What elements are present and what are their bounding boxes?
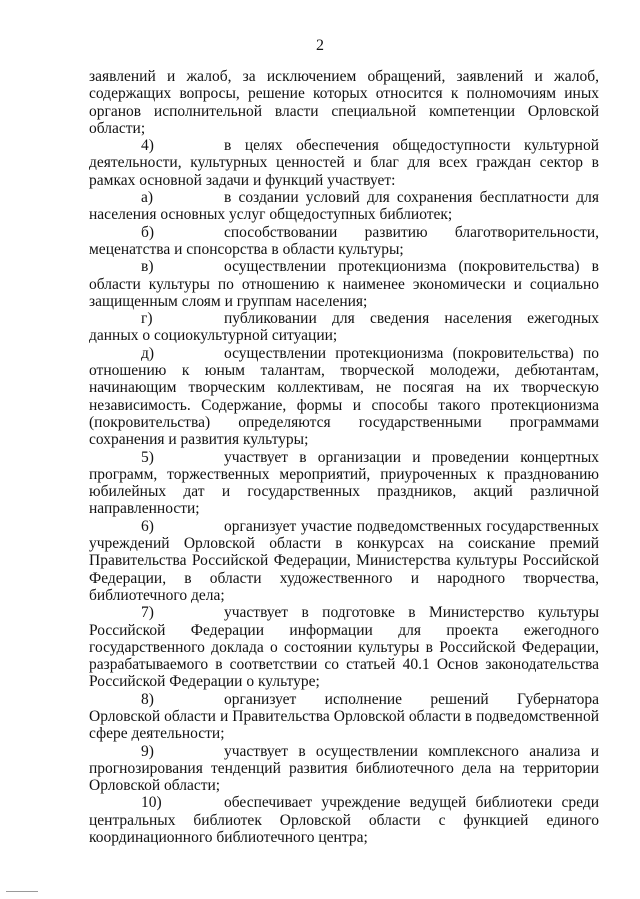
sub-item-text: осуществлении протекционизма (покровительства) в области культуры по отношению к наименее экономически и социально защищенным слоям и группам населения; xyxy=(89,258,599,310)
sub-item-text: в создании условий для сохранения бесплатности для населения основных услуг общедоступных библиотек; xyxy=(89,189,599,224)
list-item xyxy=(89,449,599,518)
sub-item-marker: д) xyxy=(141,344,155,362)
list-item-marker: 8) xyxy=(141,690,154,708)
list-item-text: участвует в организации и проведении концертных программ, торжественных мероприятий, приуроченных к празднованию юбилейных дат и государственных праздников, акций различной направленности; xyxy=(89,448,599,518)
list-item-marker: 10) xyxy=(141,794,162,812)
list-item-marker: 6) xyxy=(141,517,154,535)
sub-item-text: публиковании для сведения населения ежегодных данных о социокультурной ситуации; xyxy=(89,310,599,345)
page-number: 2 xyxy=(316,37,324,54)
list-item-text: организует исполнение решений Губернатора Орловской области и Правительства Орловской области в подведомственной сфере деятельности; xyxy=(89,690,599,743)
sub-item xyxy=(89,189,599,224)
list-item-text: организует участие подведомственных государственных учреждений Орловской области в конкурсах на соискание премий Правительства Российской Федерации, Министерства культуры Российской Федерации, в области художественного и народного творчества, библиотечного дела; xyxy=(89,517,599,604)
sub-item xyxy=(89,224,599,259)
list-item xyxy=(89,137,599,189)
list-item-text: участвует в осуществлении комплексного анализа и прогнозирования тенденций развития библиотечного дела на территории Орловской области; xyxy=(89,742,599,795)
list-item xyxy=(89,518,599,604)
list-item-marker: 5) xyxy=(141,448,154,466)
sub-item-text: способствовании развитию благотворительности, меценатства и спонсорства в области культуры; xyxy=(89,223,599,258)
sub-item xyxy=(89,310,599,345)
sub-item-marker: в) xyxy=(141,258,154,276)
list-item-text: обеспечивает учреждение ведущей библиотеки среди центральных библиотек Орловской области с функцией единого координационного библиотечного центра; xyxy=(89,794,599,847)
sub-item xyxy=(89,345,599,449)
list-item xyxy=(89,794,599,846)
list-item xyxy=(89,691,599,743)
document-body xyxy=(89,68,599,846)
footer-mark xyxy=(6,891,38,892)
list-item-text: участвует в подготовке в Министерство культуры Российской Федерации информации для проекта ежегодного государственного доклада о состоянии культуры в Российской Федерации, разрабатываемого в соответствии со статьей 40.1 Основ законодательства Российской Федерации о культуре; xyxy=(89,604,599,691)
list-item-marker: 7) xyxy=(141,604,154,622)
list-item-marker: 9) xyxy=(141,742,154,760)
sub-item-marker: б) xyxy=(141,223,155,241)
list-item xyxy=(89,743,599,795)
list-item-text: в целях обеспечения общедоступности культурной деятельности, культурных ценностей и благ для всех граждан сектор в рамках основной задачи и функций участвует: xyxy=(89,137,599,189)
list-item-marker: 4) xyxy=(141,137,154,155)
sub-item xyxy=(89,258,599,310)
intro-paragraph: заявлений и жалоб, за исключением обращений, заявлений и жалоб, содержащих вопросы, решение которых относится к полномочиям иных органов исполнительной власти специальной компетенции Орловской области; xyxy=(89,68,599,137)
sub-item-text: осуществлении протекционизма (покровительства) по отношению к юным талантам, творческой молодежи, дебютантам, начинающим творческим коллективам, не посягая на их творческую независимость. Содержание, формы и способы такого протекционизма (покровительства) определяются государственными программами сохранения и развития культуры; xyxy=(89,344,599,449)
sub-item-marker: г) xyxy=(141,310,153,328)
sub-item-marker: а) xyxy=(141,189,154,207)
list-item xyxy=(89,604,599,690)
